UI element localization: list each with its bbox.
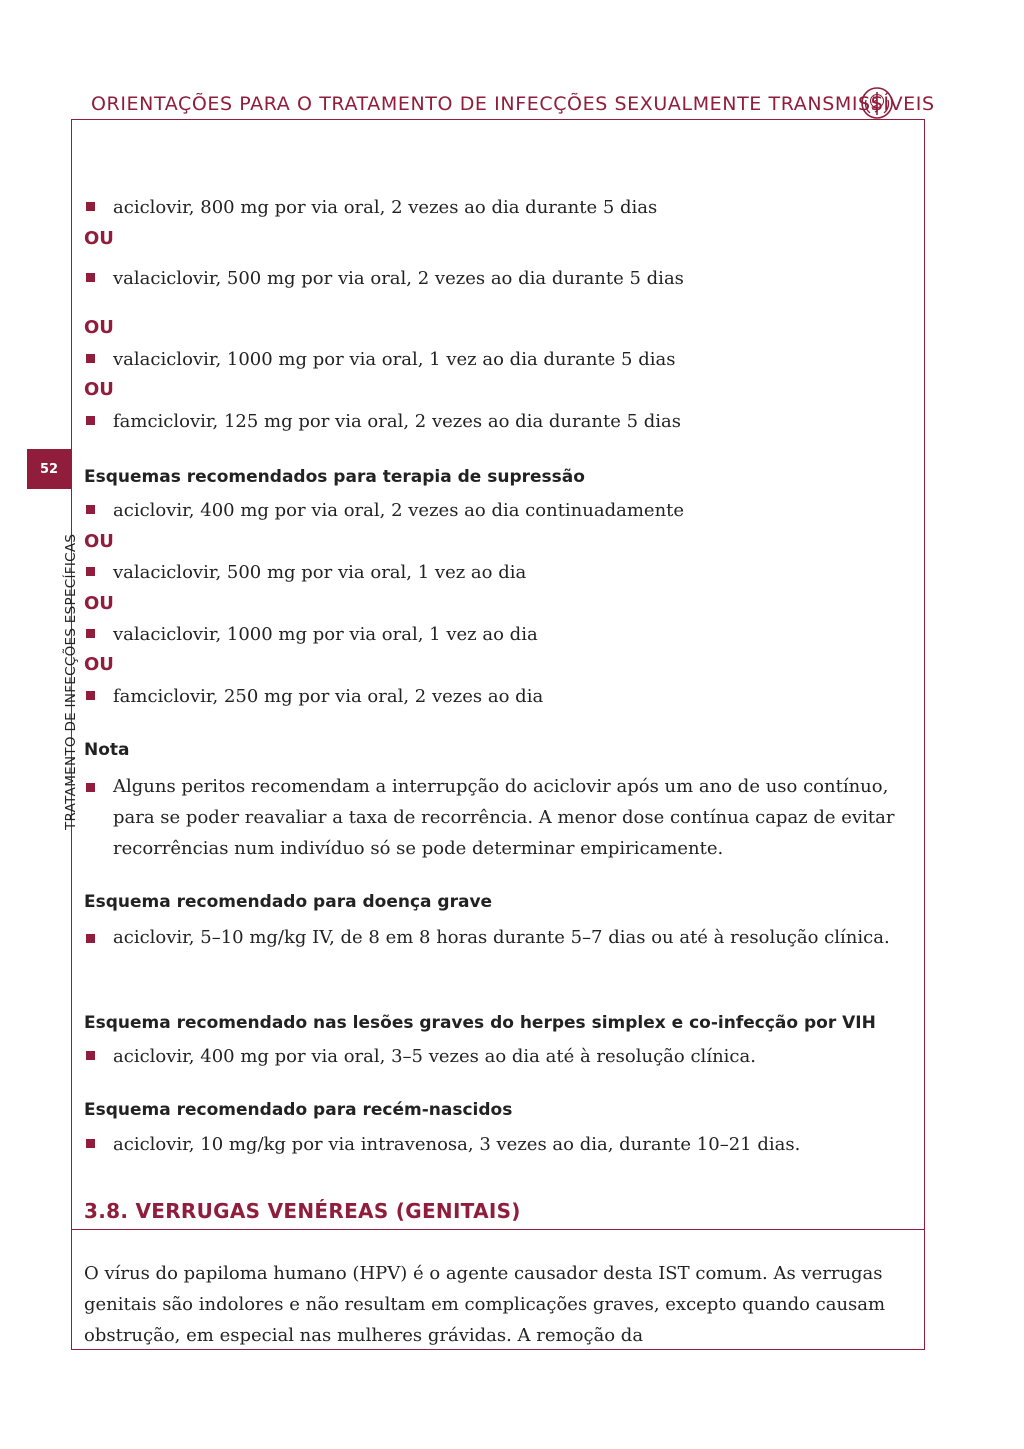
bullet-square-icon xyxy=(86,354,95,363)
bullet-square-icon xyxy=(86,505,95,514)
bullet-square-icon xyxy=(86,783,95,792)
bullet-square-icon xyxy=(86,273,95,282)
section-title: 3.8. VERRUGAS VENÉREAS (GENITAIS) xyxy=(84,1199,521,1223)
bullet-square-icon xyxy=(86,567,95,576)
list-item: aciclovir, 5–10 mg/kg IV, de 8 em 8 horas durante 5–7 dias ou até à resolução clínica. xyxy=(86,922,924,953)
frame-border-top xyxy=(71,119,925,120)
or-separator: OU xyxy=(84,228,114,249)
bullet-square-icon xyxy=(86,1139,95,1148)
frame-border-right xyxy=(924,119,925,1350)
section-side-label: TRATAMENTO DE INFECÇÕES ESPECÍFICAS xyxy=(63,533,79,830)
or-separator: OU xyxy=(84,379,114,400)
bullet-square-icon xyxy=(86,691,95,700)
suppression-heading: Esquemas recomendados para terapia de supressão xyxy=(84,467,585,487)
list-item: valaciclovir, 500 mg por via oral, 2 vezes ao dia durante 5 dias xyxy=(86,263,684,294)
who-emblem-icon xyxy=(860,86,894,120)
bullet-square-icon xyxy=(86,629,95,638)
bullet-square-icon xyxy=(86,202,95,211)
or-separator: OU xyxy=(84,593,114,614)
or-separator: OU xyxy=(84,531,114,552)
hiv-heading: Esquema recomendado nas lesões graves do herpes simplex e co-infecção por VIH xyxy=(84,1013,876,1033)
running-header: ORIENTAÇÕES PARA O TRATAMENTO DE INFECÇÕES SEXUALMENTE TRANSMISSÍVEIS xyxy=(91,93,935,115)
list-item: valaciclovir, 1000 mg por via oral, 1 vez ao dia xyxy=(86,619,538,650)
or-separator: OU xyxy=(84,654,114,675)
severe-heading: Esquema recomendado para doença grave xyxy=(84,892,493,912)
section-divider xyxy=(71,1229,925,1230)
list-item: valaciclovir, 1000 mg por via oral, 1 vez ao dia durante 5 dias xyxy=(86,344,675,375)
section-paragraph: O vírus do papiloma humano (HPV) é o agente causador desta IST comum. As verrugas genitais são indolores e não resultam em complicações graves, excepto quando causam obstrução, em especial nas mulheres grávidas. A remoção da xyxy=(84,1263,886,1346)
list-item: aciclovir, 400 mg por via oral, 2 vezes ao dia continuadamente xyxy=(86,495,684,526)
bullet-square-icon xyxy=(86,934,95,943)
bullet-square-icon xyxy=(86,1051,95,1060)
page-number: 52 xyxy=(27,449,71,489)
list-item: aciclovir, 10 mg/kg por via intravenosa, 3 vezes ao dia, durante 10–21 dias. xyxy=(86,1129,800,1160)
list-item: Alguns peritos recomendam a interrupção do aciclovir após um ano de uso contínuo, para se poder reavaliar a taxa de recorrência. A menor dose contínua capaz de evitar recorrências num indivíduo só se pode determinar empiricamente. xyxy=(86,771,924,864)
or-separator: OU xyxy=(84,317,114,338)
list-item: aciclovir, 800 mg por via oral, 2 vezes ao dia durante 5 dias xyxy=(86,192,657,223)
list-item: valaciclovir, 500 mg por via oral, 1 vez ao dia xyxy=(86,557,526,588)
list-item: famciclovir, 125 mg por via oral, 2 vezes ao dia durante 5 dias xyxy=(86,406,681,437)
newborn-heading: Esquema recomendado para recém-nascidos xyxy=(84,1100,513,1120)
bullet-square-icon xyxy=(86,416,95,425)
list-item: famciclovir, 250 mg por via oral, 2 vezes ao dia xyxy=(86,681,543,712)
note-heading: Nota xyxy=(84,740,130,760)
list-item: aciclovir, 400 mg por via oral, 3–5 vezes ao dia até à resolução clínica. xyxy=(86,1041,756,1072)
